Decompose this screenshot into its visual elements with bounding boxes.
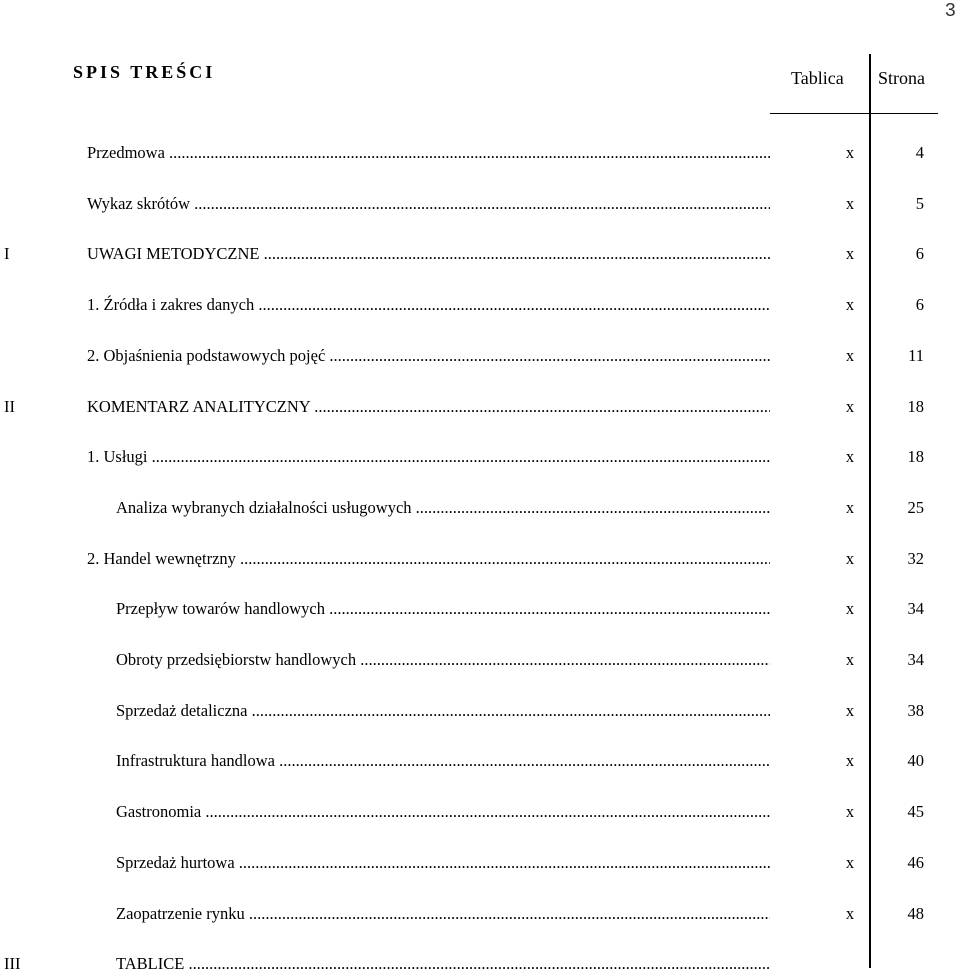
toc-entry-text: 1. Usługi ..... (87, 445, 770, 469)
toc-row (0, 902, 960, 926)
toc-entry-text: TABLICE ..... (116, 952, 770, 976)
tablica-mark: x (845, 751, 855, 770)
toc-row (0, 395, 960, 419)
toc-entry-text: Sprzedaż detaliczna ..... (116, 699, 770, 723)
tablica-mark: x (845, 802, 855, 821)
tablica-mark: x (845, 447, 855, 466)
section-numeral: II (4, 397, 15, 416)
section-numeral: I (4, 244, 10, 263)
page-ref: 18 (907, 397, 924, 416)
tablica-mark: x (845, 498, 855, 517)
toc-entry-text: Przedmowa ..... (87, 141, 770, 165)
page-ref: 25 (907, 498, 924, 517)
header-rule (770, 113, 938, 114)
page-ref: 48 (907, 904, 924, 923)
page-ref: 6 (915, 244, 924, 263)
tablica-mark: x (845, 701, 855, 720)
toc-row (0, 648, 960, 672)
toc-entry-text: 2. Handel wewnętrzny ..... (87, 547, 770, 571)
toc-row (0, 952, 960, 976)
page-ref: 5 (915, 194, 924, 213)
toc-row (0, 496, 960, 520)
toc-entry-text: 1. Źródła i zakres danych ..... (87, 293, 770, 317)
toc-row (0, 547, 960, 571)
toc-row (0, 445, 960, 469)
page-number: 3 (944, 0, 956, 22)
page-ref: 4 (915, 143, 924, 162)
toc-entry-text: Przepływ towarów handlowych ..... (116, 597, 770, 621)
toc-entry-text: Wykaz skrótów ..... (87, 192, 770, 216)
page-ref: 18 (907, 447, 924, 466)
toc-entry-text: Obroty przedsiębiorstw handlowych ..... (116, 648, 770, 672)
page-ref: 6 (915, 295, 924, 314)
page-ref: 45 (907, 802, 924, 821)
page-ref: 32 (907, 549, 924, 568)
toc-row (0, 800, 960, 824)
tablica-mark: x (845, 599, 855, 618)
page-ref: 40 (907, 751, 924, 770)
toc-entry-text: 2. Objaśnienia podstawowych pojęć ..... (87, 344, 770, 368)
tablica-mark: x (845, 244, 855, 263)
toc-row (0, 699, 960, 723)
toc-row (0, 344, 960, 368)
toc-row (0, 141, 960, 165)
column-header-tablica: Tablica (791, 68, 844, 88)
page-title: SPIS TREŚCI (73, 62, 216, 82)
tablica-mark: x (845, 194, 855, 213)
toc-row (0, 192, 960, 216)
tablica-mark: x (845, 904, 855, 923)
page-ref: 11 (908, 346, 924, 365)
toc-row (0, 293, 960, 317)
page-ref: 34 (907, 650, 924, 669)
tablica-mark: x (845, 346, 855, 365)
toc-entry-text: Sprzedaż hurtowa ..... (116, 851, 770, 875)
tablica-mark: x (845, 143, 855, 162)
toc-row (0, 597, 960, 621)
page-ref: 38 (907, 701, 924, 720)
column-header-strona: Strona (878, 68, 925, 88)
tablica-mark: x (845, 295, 855, 314)
tablica-mark: x (845, 397, 855, 416)
toc-entry-text: KOMENTARZ ANALITYCZNY ..... (87, 395, 770, 419)
tablica-mark: x (845, 853, 855, 872)
section-numeral: III (4, 954, 21, 973)
toc-entry-text: Infrastruktura handlowa ..... (116, 749, 770, 773)
toc-row (0, 242, 960, 266)
page-ref: 34 (907, 599, 924, 618)
page-ref: 46 (907, 853, 924, 872)
toc-entry-text: Analiza wybranych działalności usługowych ..... (116, 496, 770, 520)
toc-entry-text: UWAGI METODYCZNE ..... (87, 242, 770, 266)
toc-entry-text: Zaopatrzenie rynku ..... (116, 902, 770, 926)
tablica-mark: x (845, 650, 855, 669)
toc-row (0, 851, 960, 875)
tablica-mark: x (845, 549, 855, 568)
toc-row (0, 749, 960, 773)
toc-entry-text: Gastronomia ..... (116, 800, 770, 824)
